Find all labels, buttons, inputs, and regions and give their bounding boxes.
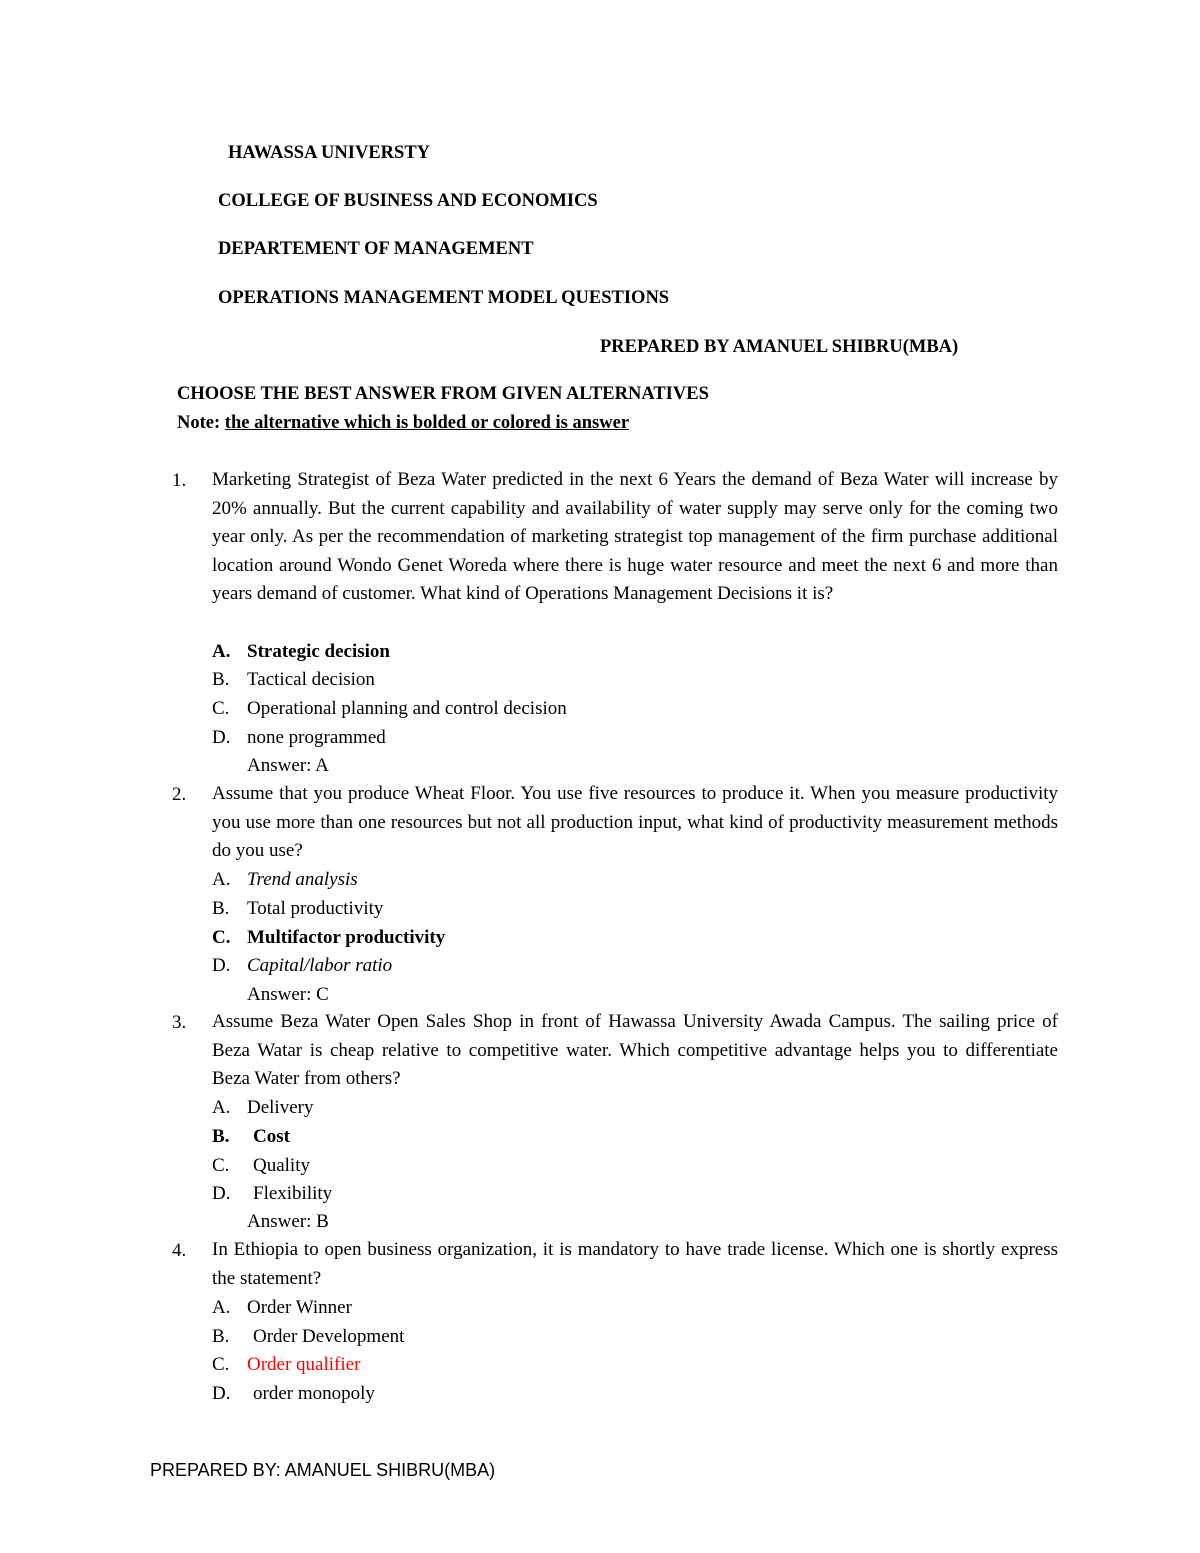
answer-line: Answer: C — [247, 984, 329, 1005]
option-letter: C. — [212, 698, 230, 719]
option-correct — [212, 641, 390, 663]
answer-line: Answer: B — [247, 1211, 329, 1232]
option-letter: C. — [212, 1354, 230, 1375]
option — [212, 1297, 352, 1319]
option — [212, 1383, 375, 1405]
instructions-heading: CHOOSE THE BEST ANSWER FROM GIVEN ALTERNATIVES — [177, 384, 709, 404]
option-letter: B. — [212, 898, 230, 919]
option-letter: D. — [212, 1183, 231, 1204]
option — [212, 669, 375, 691]
option-correct — [212, 927, 445, 949]
option-letter: A. — [212, 1097, 231, 1118]
option — [212, 1155, 310, 1177]
option-text: Cost — [253, 1126, 290, 1147]
document-title: OPERATIONS MANAGEMENT MODEL QUESTIONS — [218, 288, 670, 308]
option-text: Operational planning and control decision — [247, 698, 567, 719]
option — [212, 955, 392, 977]
option-text: Total productivity — [247, 898, 384, 919]
option-letter: B. — [212, 669, 230, 690]
answer-line: Answer: A — [247, 755, 329, 776]
option — [212, 898, 383, 920]
option-letter: A. — [212, 641, 231, 662]
option-letter: D. — [212, 727, 231, 748]
option-text: Order qualifier — [247, 1354, 361, 1375]
option-letter: B. — [212, 1326, 230, 1347]
option — [212, 1326, 404, 1348]
option-text: Order Development — [253, 1326, 405, 1347]
instructions-note — [177, 413, 629, 434]
option-text: Capital/labor ratio — [247, 955, 393, 976]
option — [212, 1097, 313, 1119]
option-text: Delivery — [247, 1097, 314, 1118]
option-correct — [212, 1126, 290, 1148]
note-label: Note: — [177, 413, 221, 433]
option-letter: A. — [212, 1297, 231, 1318]
page-footer: PREPARED BY: AMANUEL SHIBRU(MBA) — [150, 1460, 496, 1480]
option-letter: C. — [212, 1155, 230, 1176]
question-text: In Ethiopia to open business organization, it is mandatory to have trade license. Which one is shortly express the statement? — [212, 1239, 1058, 1289]
option-text: Tactical decision — [247, 669, 375, 690]
question-number: 2. — [172, 784, 187, 805]
department-name: DEPARTEMENT OF MANAGEMENT — [218, 239, 534, 259]
option — [212, 1183, 332, 1205]
question-text: Marketing Strategist of Beza Water predicted in the next 6 Years the demand of Beza Water will increase by 20% annually. But the current capability and availability of water supply may serve only for the coming two year only. As per the recommendation of marketing strategist top management of the firm purchase additional location around Wondo Genet Woreda where there is huge water resource and meet the next 6 and more than years demand of customer. What kind of Operations Management Decisions it is? — [212, 469, 1058, 605]
option-text: Quality — [253, 1155, 310, 1176]
question-number: 3. — [172, 1012, 187, 1033]
option-text: order monopoly — [253, 1383, 375, 1404]
question-text: Assume that you produce Wheat Floor. You use five resources to produce it. When you measure productivity you use more than one resources but not all production input, what kind of productivity measurement methods do you use? — [212, 783, 1058, 862]
option-letter: D. — [212, 1383, 231, 1404]
option-letter: C. — [212, 927, 231, 948]
question-text: Assume Beza Water Open Sales Shop in front of Hawassa University Awada Campus. The sailing price of Beza Watar is cheap relative to competitive water. Which competitive advantage helps you to differentiate Beza Water from others? — [212, 1011, 1058, 1090]
option-text: none programmed — [247, 727, 386, 748]
option-text: Multifactor productivity — [247, 927, 446, 948]
option-correct — [212, 1354, 360, 1376]
option-text: Flexibility — [253, 1183, 333, 1204]
question-number: 4. — [172, 1240, 187, 1261]
option-text: Trend analysis — [247, 869, 358, 890]
college-name: COLLEGE OF BUSINESS AND ECONOMICS — [218, 191, 598, 211]
university-name: HAWASSA UNIVERSTY — [228, 143, 431, 163]
option-letter: B. — [212, 1126, 230, 1147]
note-text: the alternative which is bolded or colored is answer — [224, 413, 630, 433]
option — [212, 727, 386, 749]
option — [212, 698, 567, 720]
option — [212, 869, 358, 891]
option-letter: A. — [212, 869, 231, 890]
option-text: Order Winner — [247, 1297, 352, 1318]
option-letter: D. — [212, 955, 231, 976]
question-number: 1. — [172, 470, 187, 491]
prepared-by: PREPARED BY AMANUEL SHIBRU(MBA) — [600, 337, 959, 357]
option-text: Strategic decision — [247, 641, 391, 662]
